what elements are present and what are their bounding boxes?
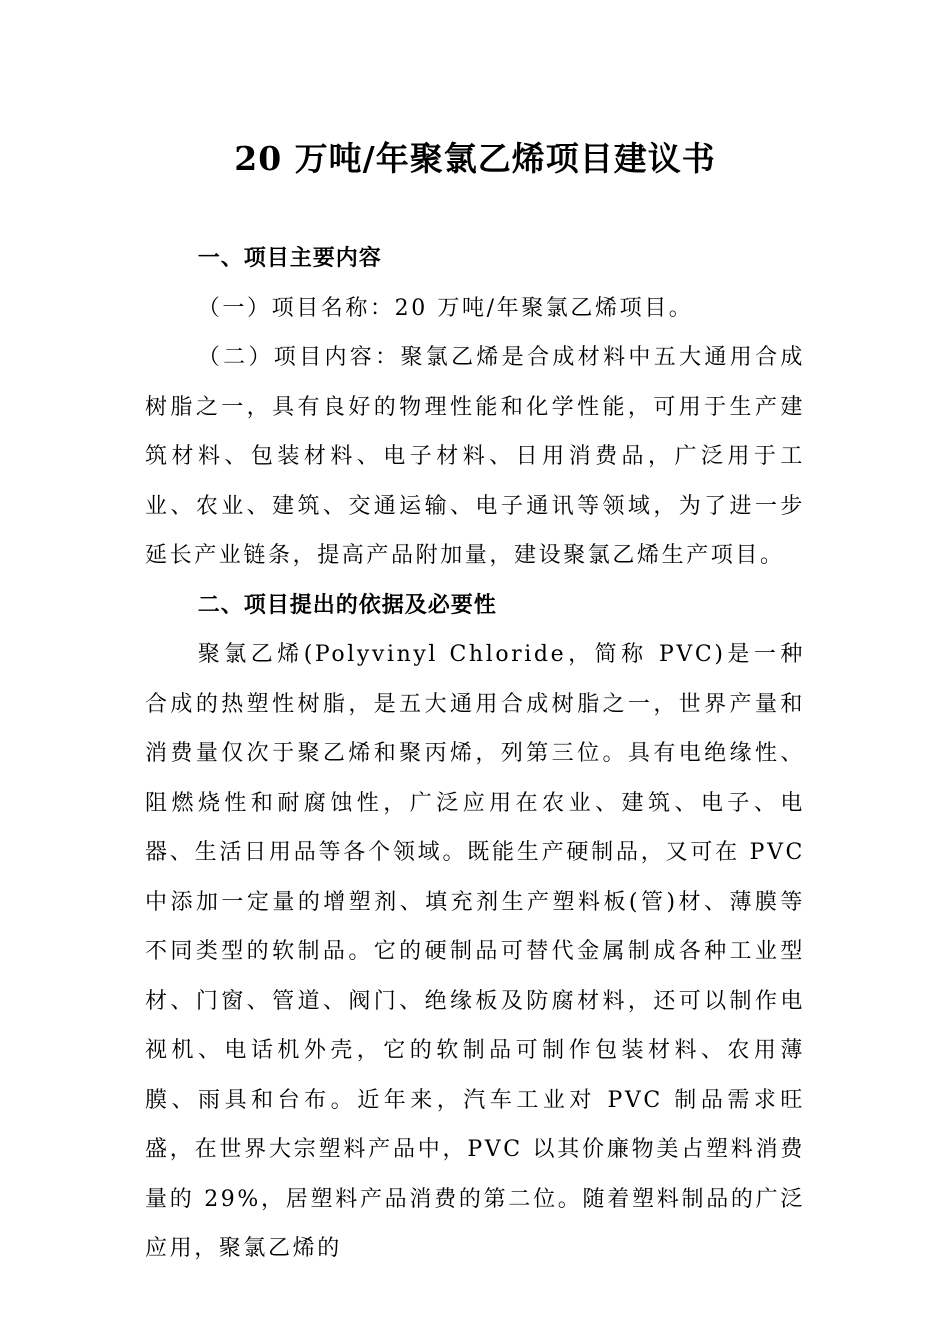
- project-content-item: （二）项目内容：聚氯乙烯是合成材料中五大通用合成树脂之一，具有良好的物理性能和化学性能，可用于生产建筑材料、包装材料、电子材料、日用消费品，广泛用于工业、农业、建筑、交通运输、电子通讯等领域，为了进一步延长产业链条，提高产品附加量，建设聚氯乙烯生产项目。: [145, 345, 805, 568]
- document-body: [145, 234, 805, 1274]
- project-name-item: （一）项目名称：20 万吨/年聚氯乙烯项目。: [197, 295, 694, 321]
- section-heading-main-content: 一、项目主要内容: [197, 246, 382, 271]
- section-heading-basis-necessity: 二、项目提出的依据及必要性: [197, 592, 497, 618]
- pvc-description-paragraph: 聚氯乙烯(Polyvinyl Chloride，简称 PVC)是一种合成的热塑性树脂，是五大通用合成树脂之一，世界产量和消费量仅次于聚乙烯和聚丙烯，列第三位。具有电绝缘性、阻燃烧性和耐腐蚀性，广泛应用在农业、建筑、电子、电器、生活日用品等各个领域。既能生产硬制品，又可在 PVC 中添加一定量的增塑剂、填充剂生产塑料板(管)材、薄膜等不同类型的软制品。它的硬制品可替代金属制成各种工业型材、门窗、管道、阀门、绝缘板及防腐材料，还可以制作电视机、电话机外壳，它的软制品可制作包装材料、农用薄膜、雨具和台布。近年来，汽车工业对 PVC 制品需求旺盛，在世界大宗塑料产品中，PVC 以其价廉物美占塑料消费量的 29%，居塑料产品消费的第二位。随着塑料制品的广泛应用，聚氯乙烯的: [145, 642, 805, 1261]
- document-title: 20 万吨/年聚氯乙烯项目建议书: [234, 139, 716, 179]
